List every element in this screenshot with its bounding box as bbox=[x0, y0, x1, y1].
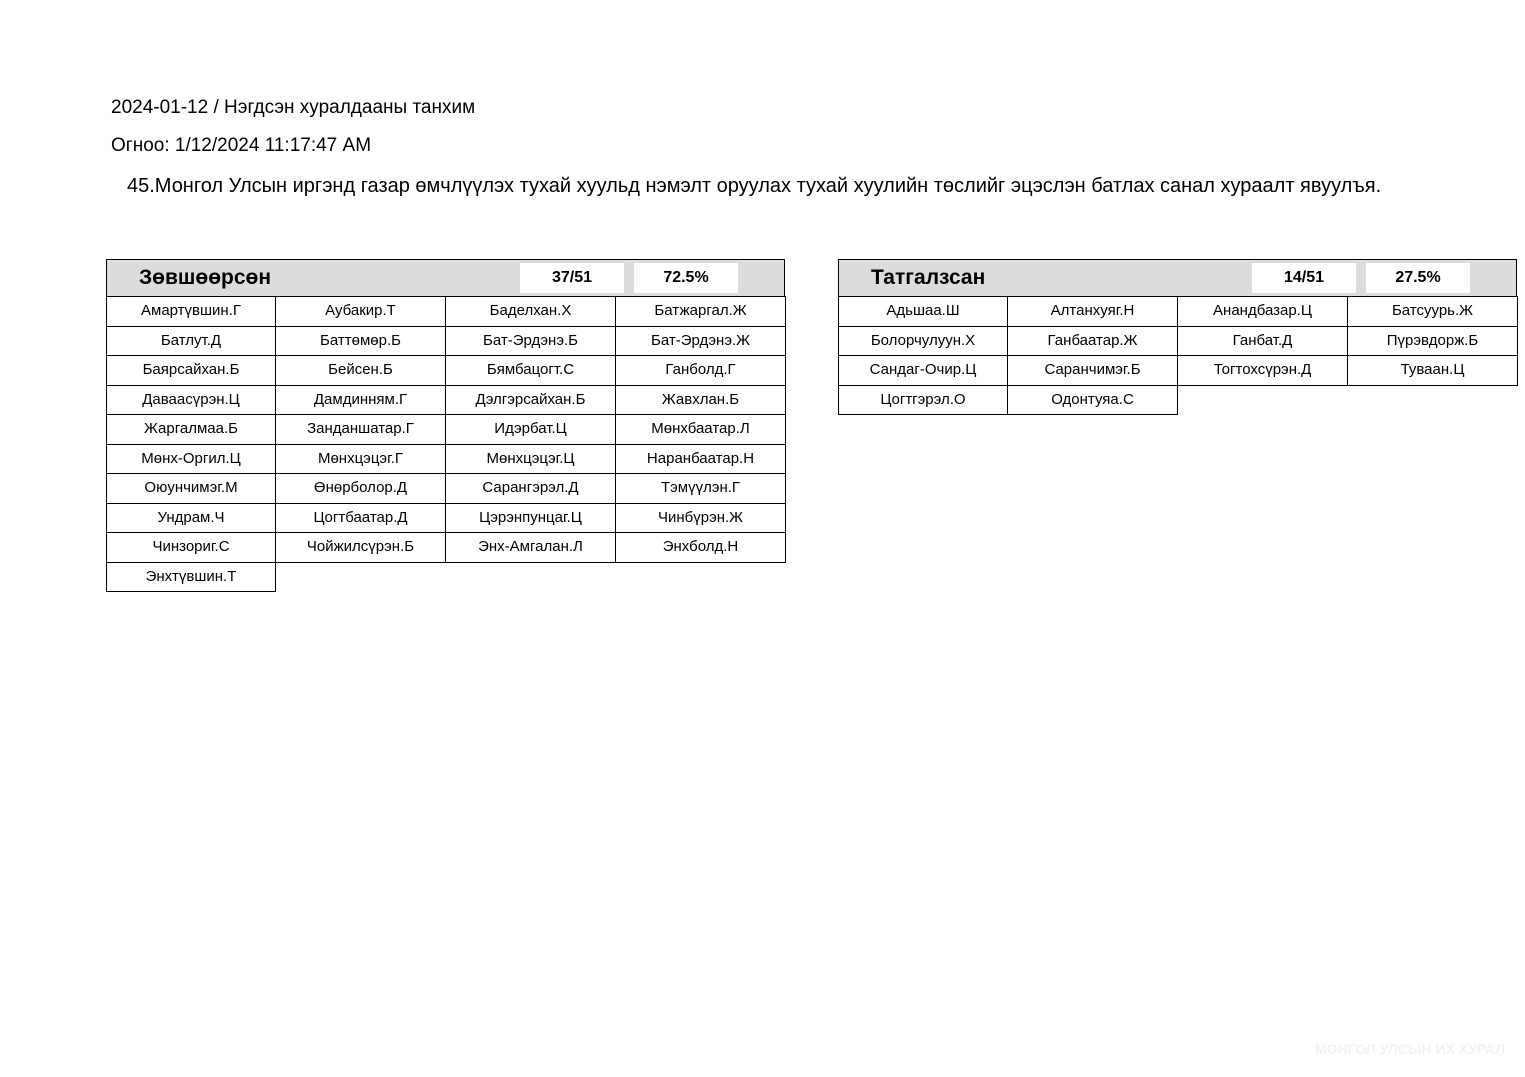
member-name-cell: Батсуурь.Ж bbox=[1347, 296, 1518, 327]
member-name-cell: Энхтүвшин.Т bbox=[106, 562, 276, 593]
session-line: 2024-01-12 / Нэгдсэн хуралдааны танхим bbox=[111, 97, 476, 118]
member-name-cell: Пүрэвдорж.Б bbox=[1347, 326, 1518, 357]
approved-members-grid bbox=[106, 297, 785, 592]
member-name-cell: Мөнхцэцэг.Ц bbox=[445, 444, 616, 475]
member-name-cell: Ганболд.Г bbox=[615, 355, 786, 386]
member-name-cell: Мөнхцэцэг.Г bbox=[275, 444, 446, 475]
member-name-cell: Болорчулуун.Х bbox=[838, 326, 1008, 357]
member-name-cell: Дамдинням.Г bbox=[275, 385, 446, 416]
member-name-cell: Наранбаатар.Н bbox=[615, 444, 786, 475]
member-name-cell: Оюунчимэг.М bbox=[106, 473, 276, 504]
rejected-title: Татгалзсан bbox=[871, 266, 986, 289]
member-name-cell: Ганбаатар.Ж bbox=[1007, 326, 1178, 357]
member-name-cell: Чойжилсүрэн.Б bbox=[275, 532, 446, 563]
rejected-percent: 27.5% bbox=[1366, 263, 1470, 293]
member-name-cell: Амартүвшин.Г bbox=[106, 296, 276, 327]
approved-count: 37/51 bbox=[520, 263, 624, 293]
member-name-cell: Сандаг-Очир.Ц bbox=[838, 355, 1008, 386]
member-name-cell: Чинзориг.С bbox=[106, 532, 276, 563]
member-name-cell: Тогтохсүрэн.Д bbox=[1177, 355, 1348, 386]
approved-title: Зөвшөөрсөн bbox=[139, 266, 272, 289]
member-name-cell: Аубакир.Т bbox=[275, 296, 446, 327]
approved-percent: 72.5% bbox=[634, 263, 738, 293]
member-name-cell: Баярсайхан.Б bbox=[106, 355, 276, 386]
member-name-cell: Ганбат.Д bbox=[1177, 326, 1348, 357]
rejected-header bbox=[838, 259, 1517, 297]
member-name-cell: Ундрам.Ч bbox=[106, 503, 276, 534]
member-name-cell: Бейсен.Б bbox=[275, 355, 446, 386]
rejected-section bbox=[838, 259, 1517, 415]
watermark: МОНГОЛ УЛСЫН ИХ ХУРАЛ bbox=[1314, 1041, 1505, 1057]
member-name-cell: Мөнхбаатар.Л bbox=[615, 414, 786, 445]
member-name-cell: Батлут.Д bbox=[106, 326, 276, 357]
member-name-cell: Бямбацогт.С bbox=[445, 355, 616, 386]
member-name-cell: Энх-Амгалан.Л bbox=[445, 532, 616, 563]
motion-title: 45.Монгол Улсын иргэнд газар өмчлүүлэх тухай хуульд нэмэлт оруулах тухай хуулийн төслийг эцэслэн батлах санал хураалт явуулъя. bbox=[127, 175, 1382, 197]
member-name-cell: Даваасүрэн.Ц bbox=[106, 385, 276, 416]
member-name-cell: Бат-Эрдэнэ.Ж bbox=[615, 326, 786, 357]
member-name-cell: Идэрбат.Ц bbox=[445, 414, 616, 445]
member-name-cell: Цогтгэрэл.О bbox=[838, 385, 1008, 416]
member-name-cell: Дэлгэрсайхан.Б bbox=[445, 385, 616, 416]
member-name-cell: Батжаргал.Ж bbox=[615, 296, 786, 327]
member-name-cell: Цогтбаатар.Д bbox=[275, 503, 446, 534]
member-name-cell: Занданшатар.Г bbox=[275, 414, 446, 445]
date-line: Огноо: 1/12/2024 11:17:47 AM bbox=[111, 135, 372, 156]
member-name-cell: Одонтуяа.С bbox=[1007, 385, 1178, 416]
member-name-cell: Баттөмөр.Б bbox=[275, 326, 446, 357]
member-name-cell: Адьшаа.Ш bbox=[838, 296, 1008, 327]
member-name-cell: Алтанхуяг.Н bbox=[1007, 296, 1178, 327]
member-name-cell: Баделхан.Х bbox=[445, 296, 616, 327]
member-name-cell: Энхболд.Н bbox=[615, 532, 786, 563]
approved-section bbox=[106, 259, 785, 592]
member-name-cell: Өнөрболор.Д bbox=[275, 473, 446, 504]
member-name-cell: Жаргалмаа.Б bbox=[106, 414, 276, 445]
member-name-cell: Бат-Эрдэнэ.Б bbox=[445, 326, 616, 357]
member-name-cell: Сарангэрэл.Д bbox=[445, 473, 616, 504]
member-name-cell: Тэмүүлэн.Г bbox=[615, 473, 786, 504]
member-name-cell: Саранчимэг.Б bbox=[1007, 355, 1178, 386]
member-name-cell: Чинбүрэн.Ж bbox=[615, 503, 786, 534]
member-name-cell: Анандбазар.Ц bbox=[1177, 296, 1348, 327]
member-name-cell: Туваан.Ц bbox=[1347, 355, 1518, 386]
member-name-cell: Мөнх-Оргил.Ц bbox=[106, 444, 276, 475]
member-name-cell: Жавхлан.Б bbox=[615, 385, 786, 416]
approved-header bbox=[106, 259, 785, 297]
rejected-members-grid bbox=[838, 297, 1517, 415]
rejected-count: 14/51 bbox=[1252, 263, 1356, 293]
member-name-cell: Цэрэнпунцаг.Ц bbox=[445, 503, 616, 534]
